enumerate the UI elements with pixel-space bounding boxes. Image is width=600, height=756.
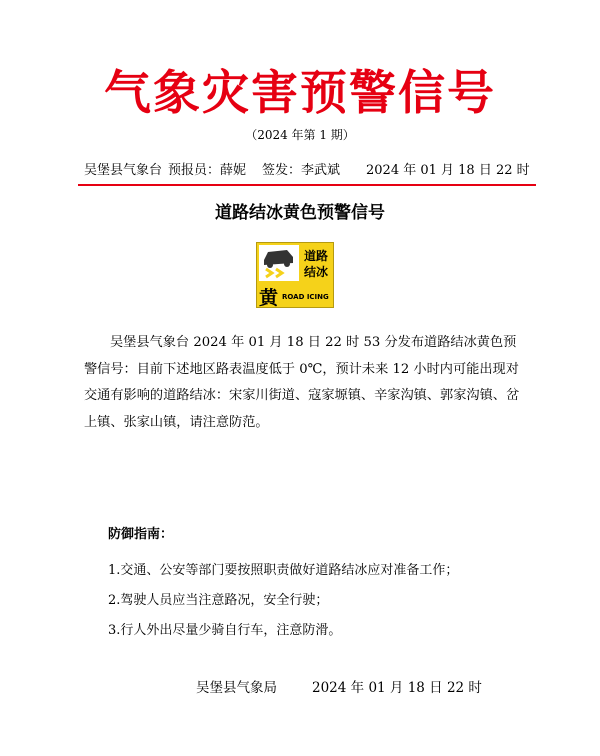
guidance-title: 防御指南： [108,527,174,542]
document-title: 气象灾害预警信号 [104,66,496,121]
sign-label-line1: 道路 [304,249,329,263]
signer: 签发：李武斌 [262,163,341,178]
header-divider [78,184,536,186]
footer-org: 吴堡县气象局 [196,680,277,696]
sign-label-line2: 结冰 [304,265,329,279]
guidance-item: 3.行人外出尽量少骑自行车，注意防滑。 [108,623,342,638]
issuer-line [84,162,530,180]
issuing-station: 吴堡县气象台 [84,163,163,178]
footer-datetime: 2024 年 01 月 18 日 22 时 [312,680,482,696]
warning-body-text: 吴堡县气象台 2024 年 01 月 18 日 22 时 53 分发布道路结冰黄色预警信号：目前下述地区路表温度低于 0℃，预计未来 12 小时内可能出现对交通有影响的道路结冰：宋家川街道、寇家塬镇、辛家沟镇、郭家沟镇、岔上镇、张家山镇，请注意防范。 [84,335,520,430]
sign-english-label: ROAD ICING [282,293,329,301]
issue-datetime: 2024 年 01 月 18 日 22 时 [366,163,530,178]
warning-body [84,330,520,436]
forecaster: 预报员：薛妮 [168,163,247,178]
guidance-item: 2.驾驶人员应当注意路况，安全行驶； [108,593,329,608]
issue-number: （2024 年第 1 期） [245,128,355,142]
signal-title: 道路结冰黄色预警信号 [215,203,385,223]
guidance-item: 1.交通、公安等部门要按照职责做好道路结冰应对准备工作； [108,563,459,578]
road-icing-yellow-sign-icon [256,242,334,308]
sign-color-char: 黄 [259,287,279,308]
